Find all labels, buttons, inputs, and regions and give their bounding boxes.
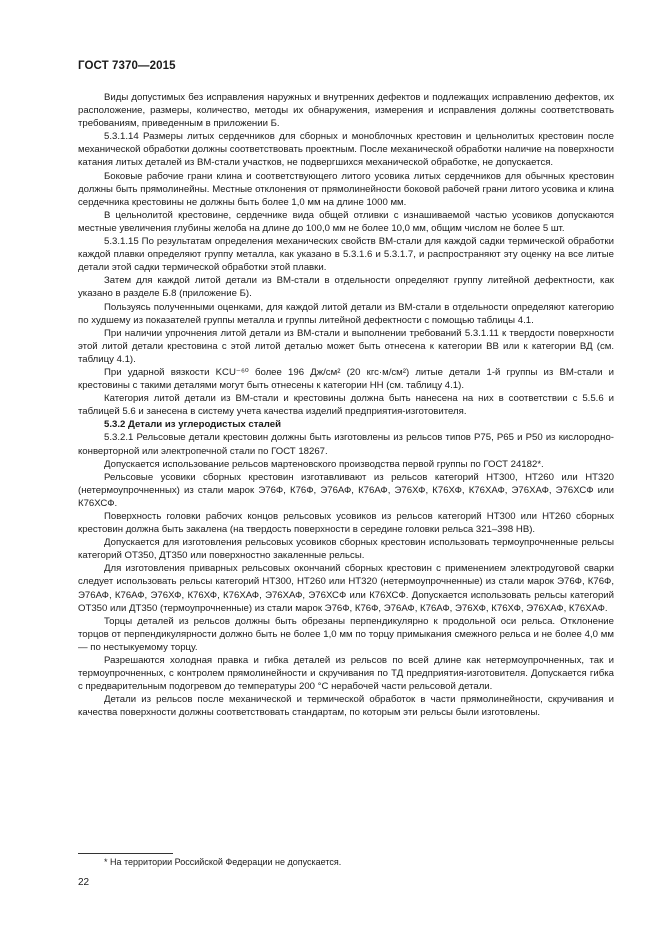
paragraph: При наличии упрочнения литой детали из ВМ-стали и выполнении требований 5.3.1.11 к твердости поверхности этой литой детали крестовина с этой литой деталью может быть отнесена к категории ВВ или к категории ВД (см. таблицу 4.1).	[78, 327, 614, 365]
paragraph: Поверхность головки рабочих концов рельсовых усовиков из рельсов категорий НТ300 или НТ260 сборных крестовин должна быть закалена (на твердость поверхности в середине головки рельса 321–398 НВ).	[78, 511, 614, 536]
paragraph: Допускается использование рельсов мартеновского производства первой группы по ГОСТ 24182*.	[104, 458, 544, 470]
paragraph: Детали из рельсов после механической и термической обработок в части прямолинейности, скручивания и качества поверхности должны соответствовать стандартам, по которым эти рельсы были изготовлены.	[78, 694, 614, 719]
paragraph: Рельсовые усовики сборных крестовин изготавливают из рельсов категорий НТ300, НТ260 или НТ320 (нетермоупрочненных) из стали марок Э76Ф, К76Ф, Э76АФ, К76АФ, Э76ХФ, К76ХФ, К76ХАФ, Э76ХАФ, Э76ХСФ или К76ХСФ.	[78, 471, 614, 509]
paragraph: При ударной вязкости KCU⁻⁶⁰ более 196 Дж/см² (20 кгс·м/см²) литые детали 1-й группы из ВМ-стали и крестовины с такими деталями могут быть отнесены к категории НН (см. таблицу 4.1).	[78, 366, 614, 392]
paragraph: 5.3.1.15 По результатам определения механических свойств ВМ-стали для каждой садки термической обработки каждой плавки определяют группу металла, как указано в 5.3.1.6 и 5.3.1.7, и распространяют эту оценку на все литые детали этой садки термической обработки этой плавки.	[78, 236, 614, 274]
paragraph: В цельнолитой крестовине, сердечнике вида общей отливки с изнашиваемой частью усовиков допускаются местные увеличения глубины желоба на длине до 100,0 мм не более 10,0 мм, общим числом не более 5 шт.	[78, 209, 614, 234]
paragraph: 5.3.1.14 Размеры литых сердечников для сборных и моноблочных крестовин и цельнолитых крестовин после механической обработки должны соответствовать проектным. После механической обработки наличие на поверхности катания литых деталей из ВМ-стали участков, не подвергшихся механической обработке, не допускается.	[78, 131, 614, 169]
section-heading: 5.3.2 Детали из углеродистых сталей	[104, 419, 281, 431]
paragraph: Затем для каждой литой детали из ВМ-стали в отдельности определяют группу литейной дефектности, как указано в разделе Б.8 (приложение Б).	[78, 275, 614, 300]
footnote: * На территории Российской Федерации не допускается.	[104, 857, 342, 867]
footnote-divider	[78, 853, 173, 854]
paragraph: Боковые рабочие грани клина и соответствующего литого усовика литых сердечников для обычных крестовин должны быть прямолинейны. Местные отклонения от прямолинейности боковой рабочей грани литого усовика и клина сердечника крестовины не должны быть более 1,0 мм на длине 1000 мм.	[78, 170, 614, 208]
paragraph: Для изготовления приварных рельсовых окончаний сборных крестовин с применением электродуговой сварки следует использовать рельсы категорий НТ300, НТ260 или НТ320 (нетермоупрочненные) из стали марок Э76Ф, К76Ф, Э76АФ, К76АФ, Э76ХФ, К76ХФ, К76ХАФ, Э76ХАФ, Э76ХСФ или К76ХСФ. Допускается использовать рельсы категорий ОТ350 или ДТ350 (термоупрочненные) из стали марок Э76Ф, К76Ф, Э76АФ, К76АФ, Э76ХФ, К76ХФ, Э76ХАФ, К76ХАФ.	[78, 563, 614, 614]
paragraph: Допускается для изготовления рельсовых усовиков сборных крестовин использовать термоупрочненные рельсы категорий ОТ350, ДТ350 или поверхностно закаленные рельсы.	[78, 537, 614, 562]
page-number: 22	[78, 877, 90, 888]
paragraph: Торцы деталей из рельсов должны быть обрезаны перпендикулярно к продольной оси рельса. Отклонение торцов от перпендикулярности должно быть не более 1,0 мм по торцу примыкания смежного рельса и не более 4,0 мм — по нестыкуемому торцу.	[78, 615, 614, 653]
paragraph: Пользуясь полученными оценками, для каждой литой детали из ВМ-стали в отдельности определяют категорию по худшему из показателей группы металла и группы литейной дефектности с помощью таблицы 4.1.	[78, 301, 614, 326]
body-text	[78, 91, 614, 720]
paragraph: 5.3.2.1 Рельсовые детали крестовин должны быть изготовлены из рельсов типов Р75, Р65 и Р50 из кислородно-конверторной или электропечной стали по ГОСТ 18267.	[78, 432, 614, 457]
document-header: ГОСТ 7370—2015	[78, 60, 176, 72]
paragraph: Виды допустимых без исправления наружных и внутренних дефектов и подлежащих исправлению дефектов, их расположение, размеры, количество, методы их обнаружения, измерения и исправления должны соответствовать требованиям, приведенным в приложении Б.	[78, 92, 614, 130]
paragraph: Разрешаются холодная правка и гибка деталей из рельсов по всей длине как нетермоупрочненных, так и термоупрочненных, с контролем прямолинейности и скручивания по ТД предприятия-изготовителя. Допускается гибка с предварительным подогревом до температуры 200 °С нерабочей части рельсовой детали.	[78, 655, 614, 693]
paragraph: Категория литой детали из ВМ-стали и крестовины должна быть нанесена на них в соответствии с 5.5.6 и таблицей 5.6 и занесена в систему учета качества изделий предприятия-изготовителя.	[78, 393, 614, 418]
